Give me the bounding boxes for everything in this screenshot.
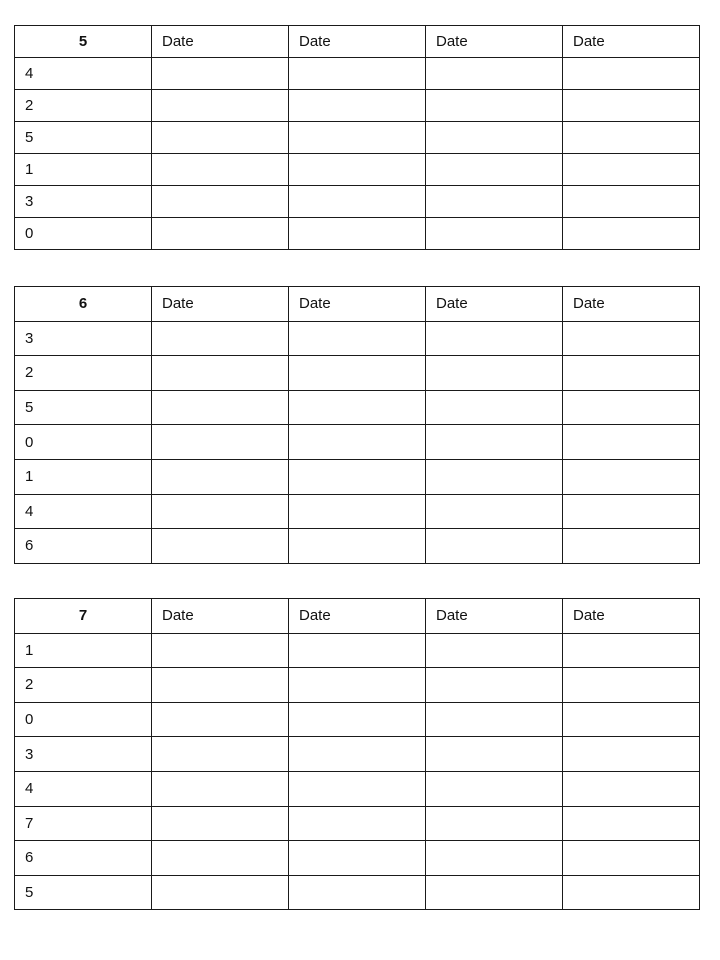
empty-cell[interactable] [152, 154, 289, 186]
empty-cell[interactable] [426, 737, 563, 772]
empty-cell[interactable] [426, 58, 563, 90]
empty-cell[interactable] [426, 875, 563, 910]
empty-cell[interactable] [563, 154, 700, 186]
empty-cell[interactable] [426, 356, 563, 391]
table-row [15, 58, 700, 90]
empty-cell[interactable] [152, 737, 289, 772]
row-label: 6 [15, 841, 152, 876]
table-number-header: 7 [15, 599, 152, 634]
empty-cell[interactable] [289, 321, 426, 356]
date-header: Date [289, 287, 426, 322]
row-label: 3 [15, 321, 152, 356]
table-row [15, 90, 700, 122]
empty-cell[interactable] [426, 459, 563, 494]
row-label: 3 [15, 737, 152, 772]
empty-cell[interactable] [426, 702, 563, 737]
row-label: 0 [15, 702, 152, 737]
empty-cell[interactable] [563, 390, 700, 425]
table-header-row [15, 26, 700, 58]
empty-cell[interactable] [563, 841, 700, 876]
table-row [15, 494, 700, 529]
empty-cell[interactable] [152, 186, 289, 218]
empty-cell[interactable] [289, 875, 426, 910]
empty-cell[interactable] [289, 771, 426, 806]
row-label: 2 [15, 90, 152, 122]
empty-cell[interactable] [152, 633, 289, 668]
date-header: Date [152, 599, 289, 634]
empty-cell[interactable] [289, 58, 426, 90]
empty-cell[interactable] [426, 806, 563, 841]
empty-cell[interactable] [563, 459, 700, 494]
empty-cell[interactable] [563, 321, 700, 356]
empty-cell[interactable] [426, 122, 563, 154]
table-row [15, 154, 700, 186]
date-header: Date [563, 599, 700, 634]
empty-cell[interactable] [563, 90, 700, 122]
empty-cell[interactable] [426, 633, 563, 668]
empty-cell[interactable] [289, 529, 426, 564]
empty-cell[interactable] [426, 494, 563, 529]
empty-cell[interactable] [152, 459, 289, 494]
tracking-table-6 [14, 286, 700, 564]
table-row [15, 668, 700, 703]
empty-cell[interactable] [152, 425, 289, 460]
empty-cell[interactable] [289, 356, 426, 391]
tracking-table-7 [14, 598, 700, 910]
empty-cell[interactable] [426, 668, 563, 703]
table-row [15, 356, 700, 391]
table-row [15, 425, 700, 460]
empty-cell[interactable] [426, 154, 563, 186]
empty-cell[interactable] [563, 702, 700, 737]
empty-cell[interactable] [152, 58, 289, 90]
empty-cell[interactable] [152, 841, 289, 876]
empty-cell[interactable] [563, 186, 700, 218]
empty-cell[interactable] [289, 737, 426, 772]
empty-cell[interactable] [152, 668, 289, 703]
row-label: 5 [15, 122, 152, 154]
empty-cell[interactable] [289, 390, 426, 425]
row-label: 1 [15, 633, 152, 668]
empty-cell[interactable] [152, 321, 289, 356]
row-label: 2 [15, 668, 152, 703]
empty-cell[interactable] [426, 771, 563, 806]
empty-cell[interactable] [563, 356, 700, 391]
table-row [15, 529, 700, 564]
date-header: Date [426, 287, 563, 322]
empty-cell[interactable] [289, 218, 426, 250]
empty-cell[interactable] [563, 494, 700, 529]
row-label: 4 [15, 494, 152, 529]
empty-cell[interactable] [426, 529, 563, 564]
empty-cell[interactable] [152, 806, 289, 841]
empty-cell[interactable] [563, 218, 700, 250]
empty-cell[interactable] [426, 841, 563, 876]
date-header: Date [152, 26, 289, 58]
table-row [15, 459, 700, 494]
row-label: 5 [15, 390, 152, 425]
empty-cell[interactable] [563, 58, 700, 90]
empty-cell[interactable] [563, 875, 700, 910]
empty-cell[interactable] [563, 122, 700, 154]
empty-cell[interactable] [563, 633, 700, 668]
table-row [15, 737, 700, 772]
empty-cell[interactable] [563, 806, 700, 841]
empty-cell[interactable] [152, 771, 289, 806]
empty-cell[interactable] [289, 806, 426, 841]
date-header: Date [426, 26, 563, 58]
empty-cell[interactable] [152, 390, 289, 425]
empty-cell[interactable] [563, 425, 700, 460]
empty-cell[interactable] [289, 122, 426, 154]
empty-cell[interactable] [426, 186, 563, 218]
date-header: Date [152, 287, 289, 322]
empty-cell[interactable] [152, 90, 289, 122]
table-row [15, 806, 700, 841]
empty-cell[interactable] [152, 122, 289, 154]
empty-cell[interactable] [152, 875, 289, 910]
tracking-table-5 [14, 25, 700, 250]
table-row [15, 771, 700, 806]
date-header: Date [426, 599, 563, 634]
table-row [15, 875, 700, 910]
table-row [15, 841, 700, 876]
empty-cell[interactable] [289, 494, 426, 529]
empty-cell[interactable] [289, 425, 426, 460]
row-label: 0 [15, 425, 152, 460]
table-row [15, 702, 700, 737]
table-row [15, 633, 700, 668]
table-number-header: 6 [15, 287, 152, 322]
row-label: 1 [15, 459, 152, 494]
row-label: 7 [15, 806, 152, 841]
empty-cell[interactable] [289, 668, 426, 703]
table-number-header: 5 [15, 26, 152, 58]
table-header-row [15, 287, 700, 322]
table-row [15, 321, 700, 356]
row-label: 6 [15, 529, 152, 564]
date-header: Date [563, 26, 700, 58]
empty-cell[interactable] [289, 154, 426, 186]
date-header: Date [289, 599, 426, 634]
empty-cell[interactable] [289, 90, 426, 122]
row-label: 4 [15, 771, 152, 806]
table-row [15, 122, 700, 154]
empty-cell[interactable] [152, 356, 289, 391]
date-header: Date [289, 26, 426, 58]
empty-cell[interactable] [289, 459, 426, 494]
empty-cell[interactable] [426, 218, 563, 250]
table-row [15, 186, 700, 218]
empty-cell[interactable] [563, 668, 700, 703]
empty-cell[interactable] [289, 186, 426, 218]
table-header-row [15, 599, 700, 634]
empty-cell[interactable] [563, 771, 700, 806]
date-header: Date [563, 287, 700, 322]
empty-cell[interactable] [152, 218, 289, 250]
row-label: 2 [15, 356, 152, 391]
empty-cell[interactable] [152, 529, 289, 564]
empty-cell[interactable] [152, 494, 289, 529]
table-row [15, 218, 700, 250]
row-label: 0 [15, 218, 152, 250]
empty-cell[interactable] [289, 633, 426, 668]
table-row [15, 390, 700, 425]
empty-cell[interactable] [426, 321, 563, 356]
empty-cell[interactable] [563, 737, 700, 772]
empty-cell[interactable] [426, 90, 563, 122]
empty-cell[interactable] [426, 390, 563, 425]
empty-cell[interactable] [563, 529, 700, 564]
row-label: 3 [15, 186, 152, 218]
row-label: 5 [15, 875, 152, 910]
row-label: 4 [15, 58, 152, 90]
empty-cell[interactable] [426, 425, 563, 460]
empty-cell[interactable] [152, 702, 289, 737]
empty-cell[interactable] [289, 702, 426, 737]
row-label: 1 [15, 154, 152, 186]
empty-cell[interactable] [289, 841, 426, 876]
